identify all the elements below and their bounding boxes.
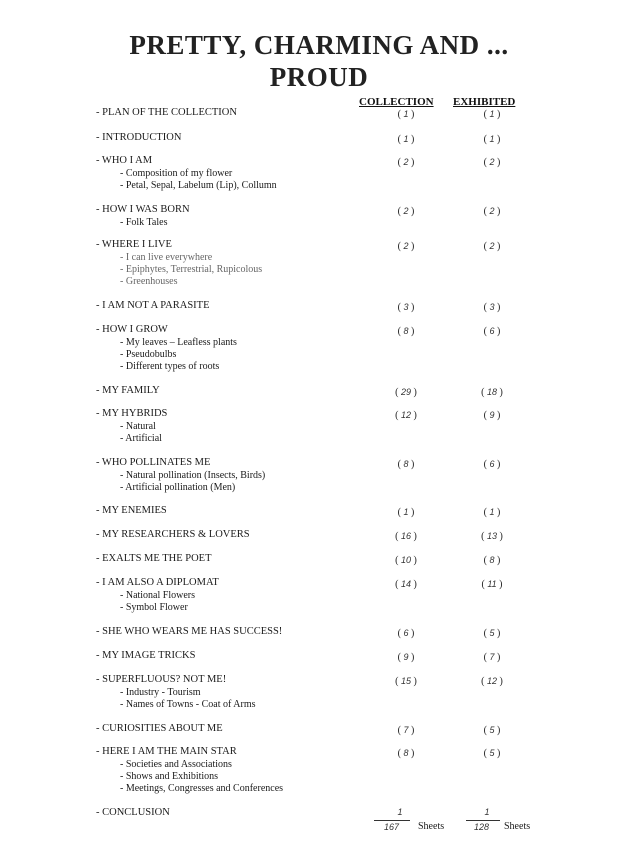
collection-count: ( 14 ) (395, 579, 417, 590)
sub-item (120, 361, 219, 373)
exhibited-count-value: 1 (489, 109, 495, 119)
section-title: - MY RESEARCHERS & LOVERS (96, 529, 250, 540)
exhibited-count: ( 2 ) (483, 206, 501, 217)
sub-item (120, 602, 188, 614)
exhibited-count: ( 5 ) (483, 748, 501, 759)
collection-count-value: 8 (403, 459, 409, 469)
sub-item (120, 433, 162, 445)
collection-count: ( 8 ) (397, 459, 415, 470)
exhibited-count-value: 13 (486, 531, 497, 541)
exhibited-column-header: EXHIBITED (453, 96, 516, 108)
collection-count-value: 14 (400, 579, 411, 589)
sub-item (120, 264, 262, 276)
collection-count: ( 8 ) (397, 326, 415, 337)
exhibited-count: ( 1 ) (483, 507, 501, 518)
bullet-dash: - (120, 337, 126, 348)
bullet-dash: - (120, 783, 126, 794)
sub-item (120, 217, 167, 229)
collection-count: ( 10 ) (395, 555, 417, 566)
sub-item-label: Different types of roots (125, 361, 220, 372)
sub-item (120, 699, 256, 711)
section-title: - HOW I GROW (96, 324, 168, 335)
sub-item (120, 482, 235, 494)
bullet-dash: - (120, 361, 126, 372)
collection-count-value: 1 (403, 134, 409, 144)
collection-count-value: 8 (403, 326, 409, 336)
sub-item-label: Folk Tales (125, 217, 168, 228)
sub-item-label: Industry - Tourism (125, 687, 201, 698)
sub-item-label: Symbol Flower (125, 602, 188, 613)
collection-count-value: 2 (403, 157, 409, 167)
sub-item (120, 590, 195, 602)
collection-count: ( 29 ) (395, 387, 417, 398)
collection-count: ( 2 ) (397, 241, 415, 252)
collection-count-value: 29 (400, 387, 411, 397)
collection-count-value: 2 (403, 206, 409, 216)
section-title: - WHO I AM (96, 155, 153, 166)
sub-item (120, 337, 237, 349)
collection-count: ( 2 ) (397, 206, 415, 217)
collection-count-value: 10 (400, 555, 411, 565)
sub-item-label: Natural pollination (Insects, Birds) (125, 470, 266, 481)
sub-item (120, 687, 201, 699)
sub-item-label: Petal, Sepal, Labelum (Lip), Collumn (125, 180, 277, 191)
bullet-dash: - (120, 482, 126, 493)
fraction-line (466, 820, 500, 821)
sub-item-label: My leaves – Leafless plants (125, 337, 237, 348)
exhibited-count: ( 12 ) (481, 676, 503, 687)
section-title: - MY FAMILY (96, 385, 160, 396)
sub-item (120, 759, 232, 771)
collection-count-value: 3 (403, 302, 409, 312)
bullet-dash: - (120, 168, 126, 179)
sub-item-label: Greenhouses (125, 276, 178, 287)
conclusion-collection-total: 167 (384, 822, 400, 832)
sub-item-label: I can live everywhere (125, 252, 213, 263)
section-title: - CURIOSITIES ABOUT ME (96, 723, 223, 734)
exhibited-count: ( 7 ) (483, 652, 501, 663)
bullet-dash: - (120, 217, 126, 228)
exhibited-count-value: 3 (489, 302, 495, 312)
conclusion-exhibited-count: 1 (484, 807, 490, 817)
exhibited-count: ( 6 ) (483, 326, 501, 337)
exhibited-count-value: 6 (489, 326, 495, 336)
conclusion-exhibited-total: 128 (474, 822, 490, 832)
section-title: - MY ENEMIES (96, 505, 167, 516)
collection-count: ( 16 ) (395, 531, 417, 542)
section-title: - HOW I WAS BORN (96, 204, 190, 215)
exhibited-count: ( 2 ) (483, 241, 501, 252)
exhibited-count: ( 5 ) (483, 725, 501, 736)
exhibited-count: ( 8 ) (483, 555, 501, 566)
sub-item-label: Names of Towns - Coat of Arms (125, 699, 256, 710)
exhibited-count-value: 11 (487, 579, 497, 589)
sheets-label: Sheets (504, 821, 531, 832)
exhibited-count-value: 5 (489, 725, 495, 735)
sub-item (120, 252, 212, 264)
page-title-line2: PROUD (269, 62, 369, 92)
sub-item-label: Societies and Associations (125, 759, 232, 770)
sub-item-label: Meetings, Congresses and Conferences (125, 783, 284, 794)
section-title: - SUPERFLUOUS? NOT ME! (96, 674, 227, 685)
exhibited-count: ( 13 ) (481, 531, 503, 542)
collection-count-value: 9 (403, 652, 409, 662)
bullet-dash: - (120, 264, 126, 275)
exhibited-count-value: 5 (489, 628, 495, 638)
bullet-dash: - (120, 470, 126, 481)
sub-item (120, 168, 232, 180)
exhibited-count-value: 1 (489, 507, 495, 517)
sub-item (120, 421, 156, 433)
collection-count: ( 15 ) (395, 676, 417, 687)
collection-count: ( 12 ) (395, 410, 417, 421)
bullet-dash: - (120, 180, 126, 191)
collection-count-value: 6 (403, 628, 409, 638)
collection-count-value: 16 (400, 531, 411, 541)
collection-count-value: 1 (403, 109, 409, 119)
exhibited-count-value: 5 (489, 748, 495, 758)
collection-count: ( 3 ) (397, 302, 415, 313)
collection-count: ( 1 ) (397, 109, 415, 120)
sub-item-label: Pseudobulbs (125, 349, 177, 360)
collection-count-value: 12 (400, 410, 411, 420)
sub-item-label: Shows and Exhibitions (125, 771, 219, 782)
fraction-line (374, 820, 410, 821)
exhibited-count: ( 5 ) (483, 628, 501, 639)
collection-count-value: 15 (400, 676, 411, 686)
sub-item (120, 470, 265, 482)
exhibited-count-value: 7 (489, 652, 495, 662)
exhibited-count: ( 3 ) (483, 302, 501, 313)
exhibited-count: ( 6 ) (483, 459, 501, 470)
sub-item-label: Artificial pollination (Men) (125, 482, 236, 493)
bullet-dash: - (120, 590, 126, 601)
collection-count-value: 7 (403, 725, 409, 735)
collection-count: ( 1 ) (397, 507, 415, 518)
exhibited-count: ( 2 ) (483, 157, 501, 168)
exhibited-count-value: 6 (489, 459, 495, 469)
sub-item-label: Epiphytes, Terrestrial, Rupicolous (125, 264, 263, 275)
section-title: - HERE I AM THE MAIN STAR (96, 746, 237, 757)
bullet-dash: - (120, 602, 126, 613)
bullet-dash: - (120, 252, 126, 263)
sub-item (120, 783, 283, 795)
exhibited-count: ( 11 ) (481, 579, 503, 590)
section-title: - MY HYBRIDS (96, 408, 168, 419)
exhibited-count: ( 9 ) (483, 410, 501, 421)
conclusion-collection-count: 1 (397, 807, 403, 817)
section-title: - WHO POLLINATES ME (96, 457, 211, 468)
section-title: - I AM NOT A PARASITE (96, 300, 210, 311)
section-title: - MY IMAGE TRICKS (96, 650, 196, 661)
exhibited-count-value: 18 (486, 387, 497, 397)
sub-item-label: Natural (125, 421, 156, 432)
collection-count-value: 1 (403, 507, 409, 517)
exhibited-count: ( 1 ) (483, 109, 501, 120)
bullet-dash: - (120, 699, 126, 710)
sub-item-label: Artificial (125, 433, 162, 444)
sub-item (120, 276, 178, 288)
exhibited-count-value: 2 (489, 241, 495, 251)
conclusion-title: - CONCLUSION (96, 807, 170, 818)
sheets-label: Sheets (418, 821, 445, 832)
exhibited-count: ( 1 ) (483, 134, 501, 145)
collection-count-value: 8 (403, 748, 409, 758)
exhibited-count: ( 18 ) (481, 387, 503, 398)
collection-count: ( 1 ) (397, 134, 415, 145)
bullet-dash: - (120, 433, 126, 444)
exhibited-count-value: 12 (486, 676, 497, 686)
exhibited-count-value: 8 (489, 555, 495, 565)
sub-item (120, 180, 277, 192)
section-title: - EXALTS ME THE POET (96, 553, 212, 564)
collection-count: ( 8 ) (397, 748, 415, 759)
section-title: - INTRODUCTION (96, 132, 182, 143)
exhibited-count-value: 2 (489, 157, 495, 167)
collection-count-value: 2 (403, 241, 409, 251)
exhibited-count-value: 2 (489, 206, 495, 216)
page-title-line1: PRETTY, CHARMING AND ... (129, 30, 509, 60)
collection-count: ( 7 ) (397, 725, 415, 736)
collection-count: ( 2 ) (397, 157, 415, 168)
collection-count: ( 9 ) (397, 652, 415, 663)
sub-item (120, 771, 218, 783)
section-title: - PLAN OF THE COLLECTION (96, 107, 237, 118)
collection-column-header: COLLECTION (359, 96, 434, 108)
exhibited-count-value: 9 (489, 410, 495, 420)
sub-item-label: Composition of my flower (125, 168, 233, 179)
exhibited-count-value: 1 (489, 134, 495, 144)
section-title: - WHERE I LIVE (96, 239, 172, 250)
section-title: - I AM ALSO A DIPLOMAT (96, 577, 219, 588)
bullet-dash: - (120, 276, 126, 287)
bullet-dash: - (120, 421, 126, 432)
bullet-dash: - (120, 759, 126, 770)
sub-item (120, 349, 176, 361)
collection-count: ( 6 ) (397, 628, 415, 639)
section-title: - SHE WHO WEARS ME HAS SUCCESS! (96, 626, 283, 637)
bullet-dash: - (120, 687, 126, 698)
bullet-dash: - (120, 771, 126, 782)
sub-item-label: National Flowers (125, 590, 195, 601)
bullet-dash: - (120, 349, 126, 360)
